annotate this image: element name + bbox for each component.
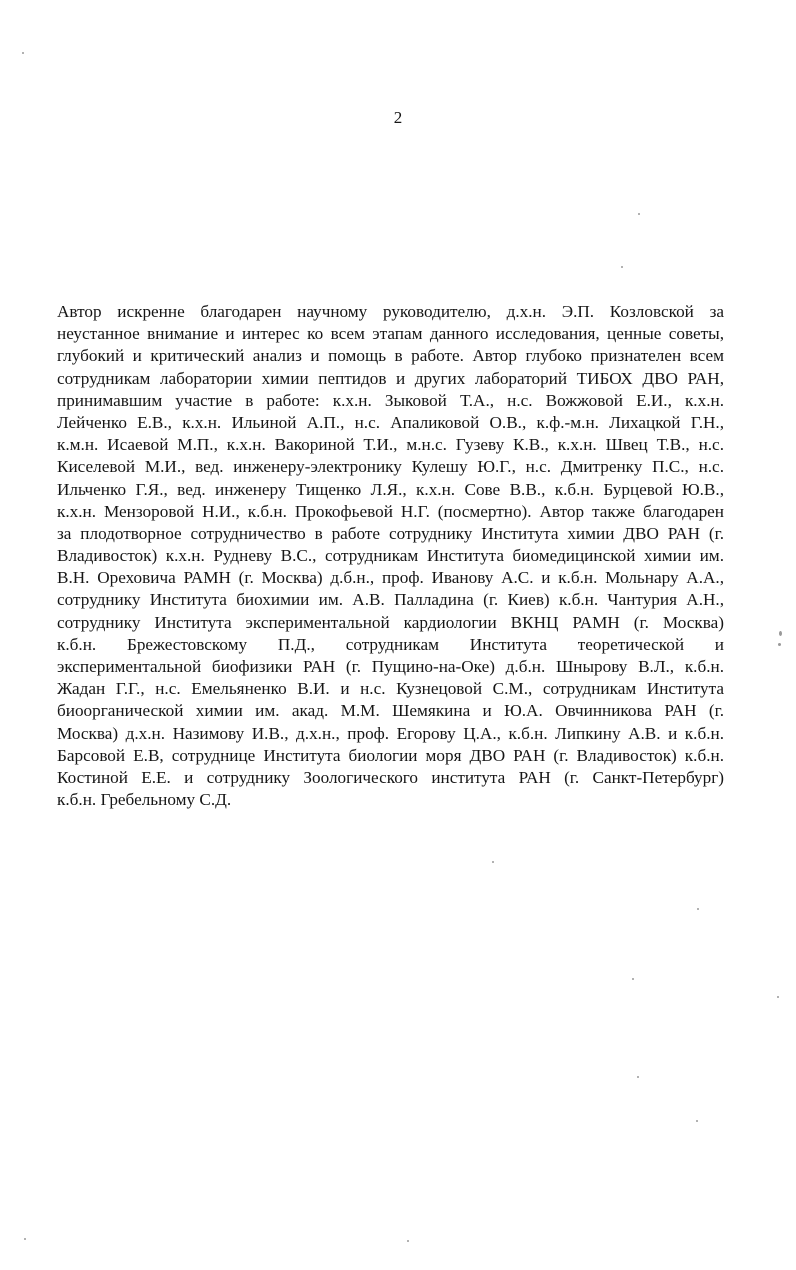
paragraph-line: Ильченко Г.Я., вед. инженеру Тищенко Л.Я., к.х.н. Сове В.В., к.б.н. Бурцевой Ю.В., bbox=[57, 479, 724, 499]
scan-speck bbox=[24, 1238, 26, 1240]
paragraph-line: биоорганической химии им. акад. М.М. Шемякина и Ю.А. Овчинникова РАН (г. bbox=[57, 701, 724, 721]
paragraph-line: Лейченко Е.В., к.х.н. Ильиной А.П., н.с. Апаликовой О.В., к.ф.-м.н. Лихацкой Г.Н., bbox=[57, 412, 724, 432]
scan-speck bbox=[697, 908, 699, 910]
paragraph-line: к.б.н. Брежестовскому П.Д., сотрудникам Института теоретической и bbox=[57, 634, 724, 654]
paragraph-line: принимавшим участие в работе: к.х.н. Зыковой Т.А., н.с. Вожжовой Е.И., к.х.н. bbox=[57, 390, 724, 410]
scan-speck bbox=[777, 996, 779, 998]
paragraph-line: к.х.н. Мензоровой Н.И., к.б.н. Прокофьевой Н.Г. (посмертно). Автор также благодарен bbox=[57, 501, 724, 521]
paragraph-line: Киселевой М.И., вед. инженеру-электронику Кулешу Ю.Г., н.с. Дмитренку П.С., н.с. bbox=[57, 457, 724, 477]
paragraph-line: к.м.н. Исаевой М.П., к.х.н. Вакориной Т.И., м.н.с. Гузеву К.В., к.х.н. Швец Т.В., н.с. bbox=[57, 435, 724, 455]
paragraph-line: сотрудникам лаборатории химии пептидов и других лабораторий ТИБОХ ДВО РАН, bbox=[57, 368, 724, 388]
paragraph-line: глубокий и критический анализ и помощь в работе. Автор глубоко признателен всем bbox=[57, 346, 724, 366]
scan-speck bbox=[22, 52, 24, 54]
scan-speck bbox=[638, 213, 640, 215]
paragraph-line: неустанное внимание и интерес ко всем этапам данного исследования, ценные советы, bbox=[57, 324, 724, 344]
scan-speck bbox=[696, 1120, 698, 1122]
paragraph-line: сотруднику Института биохимии им. А.В. Палладина (г. Киев) к.б.н. Чантурия А.Н., bbox=[57, 590, 724, 610]
paragraph-line: Жадан Г.Г., н.с. Емельяненко В.И. и н.с. Кузнецовой С.М., сотрудникам Института bbox=[57, 679, 724, 699]
scan-speck bbox=[779, 631, 782, 636]
scan-speck bbox=[492, 861, 494, 863]
acknowledgement-paragraph bbox=[57, 301, 724, 811]
paragraph-line: В.Н. Ореховича РАМН (г. Москва) д.б.н., проф. Иванову А.С. и к.б.н. Мольнару А.А., bbox=[57, 568, 724, 588]
paragraph-line: Костиной Е.Е. и сотруднику Зоологического института РАН (г. Санкт-Петербург) bbox=[57, 767, 724, 787]
scan-speck bbox=[407, 1240, 409, 1242]
paragraph-line: экспериментальной биофизики РАН (г. Пущино-на-Оке) д.б.н. Шнырову В.Л., к.б.н. bbox=[57, 657, 724, 676]
scan-speck bbox=[632, 978, 634, 980]
scan-speck bbox=[778, 643, 781, 646]
paragraph-line: Барсовой Е.В, сотруднице Института биологии моря ДВО РАН (г. Владивосток) к.б.н. bbox=[57, 745, 724, 765]
page-number: 2 bbox=[393, 108, 403, 127]
paragraph-line: Москва) д.х.н. Назимову И.В., д.х.н., проф. Егорову Ц.А., к.б.н. Липкину А.В. и к.б.н. bbox=[57, 723, 724, 743]
paragraph-line: Владивосток) к.х.н. Рудневу В.С., сотрудникам Института биомедицинской химии им. bbox=[57, 546, 724, 566]
paragraph-line: сотруднику Института экспериментальной кардиологии ВКНЦ РАМН (г. Москва) bbox=[57, 612, 724, 632]
paragraph-line: к.б.н. Гребельному С.Д. bbox=[57, 790, 232, 810]
paragraph-line: за плодотворное сотрудничество в работе сотруднику Института химии ДВО РАН (г. bbox=[57, 523, 724, 543]
scan-speck bbox=[621, 266, 623, 268]
scan-speck bbox=[637, 1076, 639, 1078]
paragraph-line: Автор искренне благодарен научному руководителю, д.х.н. Э.П. Козловской за bbox=[57, 302, 724, 321]
